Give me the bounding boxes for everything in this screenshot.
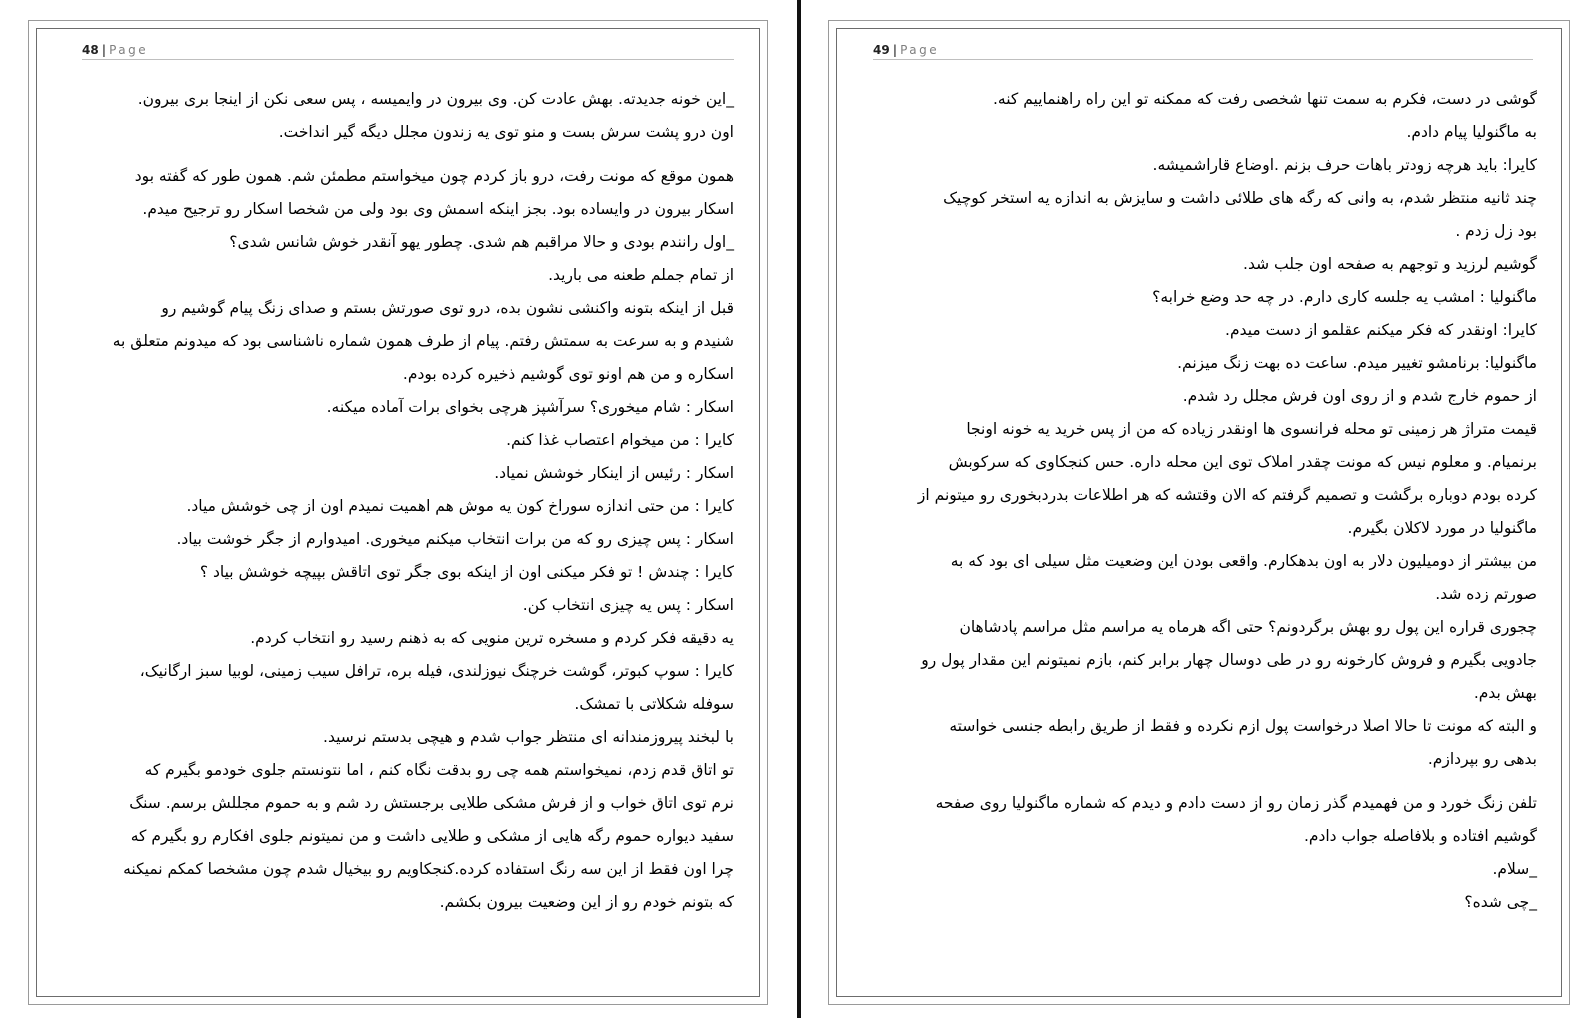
- text-line: چجوری قراره این پول رو بهش برگردونم؟ حتی اگه هرماه یه مراسم مثل مراسم پادشاهان: [959, 618, 1537, 636]
- text-line: اون درو پشت سرش بست و منو توی یه زندون مجلل دیگه گیر انداخت.: [278, 123, 734, 141]
- text-line: بود زل زدم .: [1455, 222, 1537, 240]
- text-line: اسکار : پس چیزی رو که من برات انتخاب میکنم میخوری. امیدوارم از جگر خوشت بیاد.: [176, 530, 734, 548]
- text-line: سفید دیواره حموم رگه هایی از مشکی و طلایی داشت و من نمیتونم جلوی افکارم رو بگیرم که: [130, 827, 734, 845]
- text-line: سوفله شکلاتی با تمشک.: [574, 695, 734, 713]
- text-line: تلفن زنگ خورد و من فهمیدم گذر زمان رو از دست دادم و دیدم که شماره ماگنولیا روی صفحه: [935, 794, 1537, 812]
- page-number: 48: [82, 43, 99, 57]
- page-49: [828, 20, 1570, 1005]
- header-separator: |: [892, 43, 898, 57]
- page-divider: [797, 0, 801, 1018]
- text-line: چند ثانیه منتظر شدم، به وانی که رگه های طلائی داشت و سایزش به اندازه یه استخر کوچیک: [943, 189, 1537, 207]
- page-text: [873, 83, 1537, 919]
- text-line: _اول رانندم بودی و حالا مراقبم هم شدی. چطور یهو آنقدر خوش شانس شدی؟: [229, 233, 734, 251]
- text-line: کایرا : من حتی اندازه سوراخ کون یه موش هم اهمیت نمیدم اون از چی خوشش میاد.: [186, 497, 734, 515]
- text-line: _سلام.: [1492, 860, 1537, 878]
- page-number: 49: [873, 43, 890, 57]
- page-label: Page: [900, 43, 940, 57]
- text-line: اسکاره و من هم اونو توی گوشیم ذخیره کرده بودم.: [402, 365, 734, 383]
- text-line: تو اتاق قدم زدم، نمیخواستم همه چی رو بدقت نگاه کنم ، اما نتونستم جلوی خودمو بگیرم که: [144, 761, 734, 779]
- text-line: قیمت متراژ هر زمینی تو محله فرانسوی ها اونقدر زیاده که من از پس خرید یه خونه اونجا: [966, 420, 1537, 438]
- text-line: به ماگنولیا پیام دادم.: [1406, 123, 1537, 141]
- text-line: گوشیم افتاده و بلافاصله جواب دادم.: [1303, 827, 1537, 845]
- text-line: من بیشتر از دومیلیون دلار به اون بدهکارم. واقعی بودن این وضعیت مثل سیلی ای بود که به: [950, 552, 1537, 570]
- text-line: اسکار : پس یه چیزی انتخاب کن.: [522, 596, 734, 614]
- text-line: _چی شده؟: [1464, 893, 1537, 911]
- text-line: از حموم خارج شدم و از روی اون فرش مجلل رد شدم.: [1182, 387, 1537, 405]
- text-line: نرم توی اتاق خواب و از فرش مشکی طلایی برجستش رد شم و به حموم مجللش برسم. سنگ: [129, 794, 734, 812]
- text-line: همون موقع که مونت رفت، درو باز کردم چون میخواستم مطمئن شم. همون طور که گفته بود: [134, 167, 734, 185]
- text-line: برنمیام. و معلوم نیس که مونت چقدر املاک توی این محله داره. حس کنجکاوی که سرکوبش: [948, 453, 1537, 471]
- text-line: گوشیم لرزید و توجهم به صفحه اون جلب شد.: [1243, 255, 1537, 273]
- page-header: [82, 41, 734, 60]
- text-line: از تمام جملم طعنه می بارید.: [548, 266, 734, 284]
- text-line: کایرا : سوپ کبوتر، گوشت خرچنگ نیوزلندی، فیله بره، ترافل سیب زمینی، لوبیا سبز ارگانیک،: [139, 662, 734, 680]
- page-header: [873, 41, 1533, 60]
- text-line: چرا اون فقط از این سه رنگ استفاده کرده.کنجکاویم رو بیخیال شدم چون مشخصا کمکم نمیکنه: [123, 860, 734, 878]
- text-line: گوشی در دست، فکرم به سمت تنها شخصی رفت که ممکنه تو این راه راهنماییم کنه.: [992, 90, 1537, 108]
- text-line: و البته که مونت تا حالا اصلا درخواست پول ازم نکرده و فقط از طریق رابطه جنسی خواسته: [949, 717, 1537, 735]
- text-line: کایرا : چندش ! تو فکر میکنی اون از اینکه بوی جگر توی اتاقش بپیچه خوشش بیاد ؟: [199, 563, 734, 581]
- text-line: اسکار بیرون در وایساده بود. بجز اینکه اسمش وی بود ولی من شخصا اسکار رو ترجیح میدم.: [142, 200, 734, 218]
- text-line: کرده بودم دوباره برگشت و تصمیم گرفتم که الان وقتشه که هر اطلاعات بدردبخوری رو میتونم از: [917, 486, 1537, 504]
- text-line: کایرا: باید هرچه زودتر باهات حرف بزنم .اوضاع قاراشمیشه.: [1152, 156, 1537, 174]
- page-48: [28, 20, 768, 1005]
- text-line: _این خونه جدیدته. بهش عادت کن. وی بیرون در وایمیسه ، پس سعی نکن از اینجا بری بیرون.: [137, 90, 734, 108]
- text-line: ماگنولیا: برنامشو تغییر میدم. ساعت ده بهت زنگ میزنم.: [1177, 354, 1537, 372]
- text-line: شنیدم و به سرعت به سمتش رفتم. پیام از طرف همون شماره ناشناسی بود که میدونم متعلق به: [112, 332, 734, 350]
- text-line: قبل از اینکه بتونه واکنشی نشون بده، درو توی صورتش بستم و صدای زنگ پیام گوشیم رو: [161, 299, 734, 317]
- text-line: که بتونم خودم رو از این وضعیت بیرون بکشم.: [439, 893, 734, 911]
- text-line: ماگنولیا در مورد لاکلان بگیرم.: [1347, 519, 1537, 537]
- text-line: یه دقیقه فکر کردم و مسخره ترین منویی که به ذهنم رسید رو انتخاب کردم.: [250, 629, 734, 647]
- page-label: Page: [109, 43, 149, 57]
- text-line: صورتم زده شد.: [1435, 585, 1537, 603]
- header-separator: |: [101, 43, 107, 57]
- text-line: ماگنولیا : امشب یه جلسه کاری دارم. در چه حد وضع خرابه؟: [1152, 288, 1537, 306]
- text-line: کایرا : من میخوام اعتصاب غذا کنم.: [506, 431, 734, 449]
- text-line: کایرا: اونقدر که فکر میکنم عقلمو از دست میدم.: [1225, 321, 1537, 339]
- text-line: اسکار : شام میخوری؟ سرآشپز هرچی بخوای برات آماده میکنه.: [326, 398, 734, 416]
- text-line: با لبخند پیروزمندانه ای منتظر جواب شدم و هیچی بدستم نرسید.: [323, 728, 734, 746]
- page-text: [89, 83, 734, 919]
- text-line: بهش بدم.: [1473, 684, 1537, 702]
- text-line: بدهی رو بپردازم.: [1427, 750, 1537, 768]
- text-line: اسکار : رئیس از اینکار خوشش نمیاد.: [494, 464, 734, 482]
- text-line: جادویی بگیرم و فروش کارخونه رو در طی دوسال چهار برابر کنم، بازم نمیتونم این مقدار پول رو: [921, 651, 1537, 669]
